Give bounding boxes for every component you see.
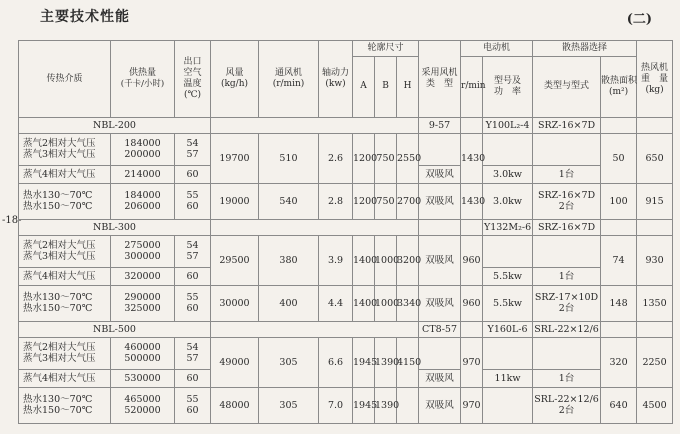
medium-cell: 蒸气4相对大气压 <box>19 267 111 285</box>
radiator-type: SRZ-16×7D <box>533 118 601 134</box>
air-cell: 19000 <box>211 183 259 219</box>
dim-a-cell: 1945 <box>353 387 375 423</box>
weight-cell: 650 <box>637 133 673 183</box>
header-wheel-size: 轮廓尺寸 <box>353 41 419 57</box>
fan-speed-cell: 540 <box>259 183 319 219</box>
fan-speed-cell: 510 <box>259 133 319 183</box>
weight-cell: 915 <box>637 183 673 219</box>
heat-cell: 275000 300000 <box>111 235 175 267</box>
temp-cell: 55 60 <box>175 387 211 423</box>
dim-h-cell <box>397 387 419 423</box>
weight-cell: 930 <box>637 235 673 285</box>
air-cell: 30000 <box>211 285 259 321</box>
dim-h-cell: 3200 <box>397 235 419 285</box>
header-heat-supply: 供热量 (千卡/小时) <box>111 41 175 118</box>
header-dim-a: A <box>353 56 375 117</box>
air-cell: 48000 <box>211 387 259 423</box>
motor-rpm-cell: 970 <box>461 337 483 387</box>
radiator-count-cell: 1台 <box>533 369 601 387</box>
page-number: -18- <box>2 215 22 226</box>
dim-h-cell: 3340 <box>397 285 419 321</box>
heat-cell: 530000 <box>111 369 175 387</box>
radiator-type: SRZ-16×7D <box>533 219 601 235</box>
power-cell: 6.6 <box>319 337 353 387</box>
motor-power-cell: 3.0kw <box>483 165 533 183</box>
table-row <box>19 285 673 321</box>
header-outlet-temp: 出口 空气 温度 (℃) <box>175 41 211 118</box>
temp-cell: 54 57 <box>175 133 211 165</box>
model-label: NBL-500 <box>19 321 211 337</box>
heat-cell: 460000 500000 <box>111 337 175 369</box>
dim-h-cell: 2550 <box>397 133 419 183</box>
header-motor-model: 型号及 功 率 <box>483 56 533 117</box>
header-motor: 电动机 <box>461 41 533 57</box>
dim-a-cell: 1200 <box>353 183 375 219</box>
header-row <box>19 41 673 57</box>
dim-a-cell: 1945 <box>353 337 375 387</box>
fan-speed-cell: 400 <box>259 285 319 321</box>
dim-a-cell: 1400 <box>353 285 375 321</box>
radiator-cell: SRL-22×12/6 2台 <box>533 387 601 423</box>
weight-cell: 2250 <box>637 337 673 387</box>
table-row <box>19 337 673 369</box>
area-cell: 320 <box>601 337 637 387</box>
medium-cell: 热水130～70℃ 热水150～70℃ <box>19 387 111 423</box>
header-air-volume: 风量 (kg/h) <box>211 41 259 118</box>
motor-power-cell: 5.5kw <box>483 267 533 285</box>
dim-b-cell: 750 <box>375 133 397 183</box>
power-cell: 3.9 <box>319 235 353 285</box>
medium-cell: 蒸气2相对大气压 蒸气3相对大气压 <box>19 235 111 267</box>
header-radiator-type: 类型与型式 <box>533 56 601 117</box>
radiator-cell: SRZ-17×10D 2台 <box>533 285 601 321</box>
power-cell: 2.6 <box>319 133 353 183</box>
header-radiator-area: 散热面积 (m²) <box>601 56 637 117</box>
table-row <box>19 235 673 267</box>
area-cell: 74 <box>601 235 637 285</box>
fan-speed-cell: 305 <box>259 387 319 423</box>
air-cell: 19700 <box>211 133 259 183</box>
model-label: NBL-300 <box>19 219 211 235</box>
fan-type-cell: 双吸风 <box>419 165 461 183</box>
motor-power-cell: 11kw <box>483 369 533 387</box>
power-cell: 2.8 <box>319 183 353 219</box>
radiator-type: SRL-22×12/6 <box>533 321 601 337</box>
model-row <box>19 219 673 235</box>
fan-type-cell: 双吸风 <box>419 183 461 219</box>
technical-specs-table <box>18 40 673 424</box>
fan-type: CT8-57 <box>419 321 461 337</box>
heat-cell: 320000 <box>111 267 175 285</box>
header-dim-h: H <box>397 56 419 117</box>
radiator-cell: SRZ-16×7D 2台 <box>533 183 601 219</box>
motor-power-cell: 3.0kw <box>483 183 533 219</box>
radiator-count-cell: 1台 <box>533 165 601 183</box>
heat-cell: 184000 200000 <box>111 133 175 165</box>
area-cell: 100 <box>601 183 637 219</box>
page-title: 主要技术性能 <box>40 9 130 25</box>
heat-cell: 214000 <box>111 165 175 183</box>
radiator-count-cell: 1台 <box>533 267 601 285</box>
dim-b-cell: 1390 <box>375 387 397 423</box>
header-radiator: 散热器选择 <box>533 41 637 57</box>
dim-a-cell: 1400 <box>353 235 375 285</box>
header-medium: 传热介质 <box>19 41 111 118</box>
dim-b-cell: 1000 <box>375 285 397 321</box>
table-row <box>19 387 673 423</box>
medium-cell: 蒸气2相对大气压 蒸气3相对大气压 <box>19 337 111 369</box>
part-label: (二) <box>626 12 652 27</box>
medium-cell: 蒸气2相对大气压 蒸气3相对大气压 <box>19 133 111 165</box>
fan-type-cell: 双吸风 <box>419 285 461 321</box>
motor-model: Y100L₂-4 <box>483 118 533 134</box>
header-motor-speed: r/min <box>461 56 483 117</box>
table-row <box>19 133 673 165</box>
dim-h-cell: 4150 <box>397 337 419 387</box>
fan-speed-cell: 305 <box>259 337 319 387</box>
header-dim-b: B <box>375 56 397 117</box>
temp-cell: 60 <box>175 165 211 183</box>
motor-rpm-cell: 960 <box>461 285 483 321</box>
weight-cell: 4500 <box>637 387 673 423</box>
medium-cell: 热水130～70℃ 热水150～70℃ <box>19 183 111 219</box>
dim-b-cell: 1390 <box>375 337 397 387</box>
temp-cell: 55 60 <box>175 285 211 321</box>
fan-type-cell: 双吸风 <box>419 387 461 423</box>
dim-a-cell: 1200 <box>353 133 375 183</box>
header-fan-type: 采用风机 类 型 <box>419 41 461 118</box>
temp-cell: 55 60 <box>175 183 211 219</box>
air-cell: 29500 <box>211 235 259 285</box>
temp-cell: 54 57 <box>175 235 211 267</box>
area-cell: 148 <box>601 285 637 321</box>
air-cell: 49000 <box>211 337 259 387</box>
area-cell: 50 <box>601 133 637 183</box>
fan-type-cell: 双吸风 <box>419 235 461 285</box>
heat-cell: 184000 206000 <box>111 183 175 219</box>
motor-model: Y132M₂-6 <box>483 219 533 235</box>
header-fan-speed: 通风机 (r/min) <box>259 41 319 118</box>
area-cell: 640 <box>601 387 637 423</box>
heat-cell: 290000 325000 <box>111 285 175 321</box>
dim-b-cell: 750 <box>375 183 397 219</box>
dim-h-cell: 2700 <box>397 183 419 219</box>
temp-cell: 60 <box>175 267 211 285</box>
temp-cell: 60 <box>175 369 211 387</box>
motor-rpm-cell: 1430 <box>461 183 483 219</box>
motor-rpm-cell: 1430 <box>461 133 483 183</box>
header-shaft-power: 轴动力 (kw) <box>319 41 353 118</box>
dim-b-cell: 1000 <box>375 235 397 285</box>
motor-model: Y160L-6 <box>483 321 533 337</box>
fan-type-cell: 双吸风 <box>419 369 461 387</box>
header-weight: 热风机 重 量 (kg) <box>637 41 673 118</box>
model-row <box>19 321 673 337</box>
fan-speed-cell: 380 <box>259 235 319 285</box>
heat-cell: 465000 520000 <box>111 387 175 423</box>
power-cell: 4.4 <box>319 285 353 321</box>
model-label: NBL-200 <box>19 118 211 134</box>
temp-cell: 54 57 <box>175 337 211 369</box>
model-row <box>19 118 673 134</box>
power-cell: 7.0 <box>319 387 353 423</box>
weight-cell: 1350 <box>637 285 673 321</box>
table-row <box>19 183 673 219</box>
fan-type: 9-57 <box>419 118 461 134</box>
motor-rpm-cell: 960 <box>461 235 483 285</box>
medium-cell: 蒸气4相对大气压 <box>19 369 111 387</box>
motor-rpm-cell: 970 <box>461 387 483 423</box>
medium-cell: 热水130～70℃ 热水150～70℃ <box>19 285 111 321</box>
medium-cell: 蒸气4相对大气压 <box>19 165 111 183</box>
motor-power-cell: 5.5kw <box>483 285 533 321</box>
